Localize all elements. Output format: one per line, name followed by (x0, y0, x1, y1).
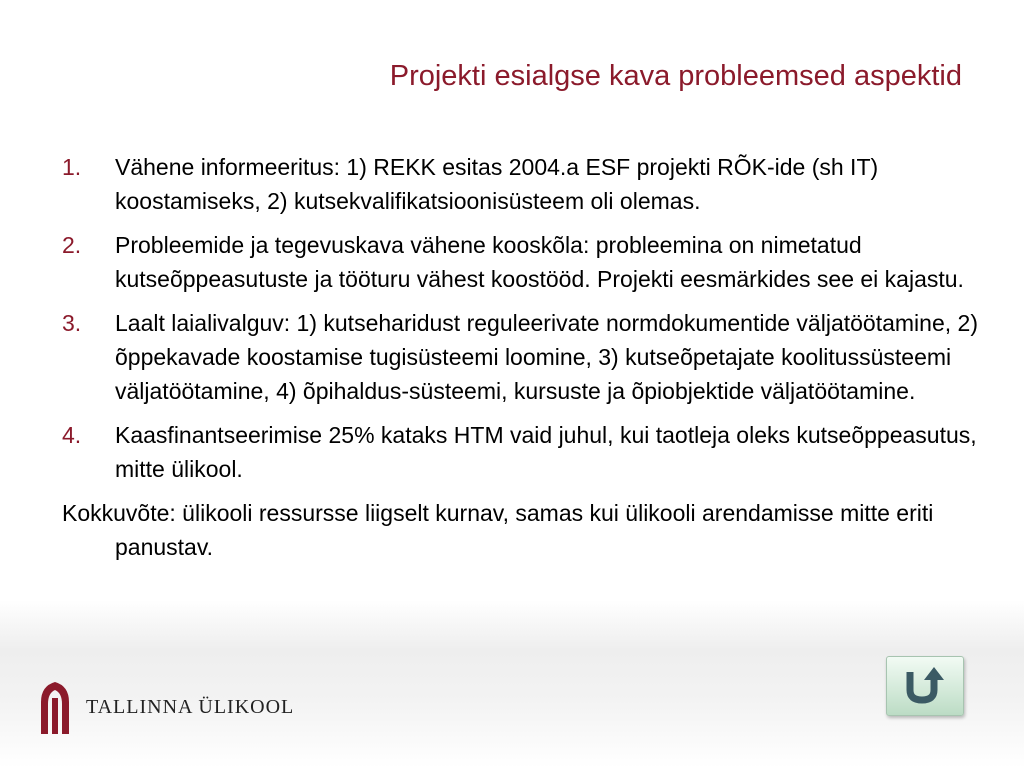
list-item (62, 228, 992, 296)
university-name: TALLINNA ÜLIKOOL (86, 695, 295, 718)
list-item-text: Kaasfinantseerimise 25% kataks HTM vaid juhul, kui taotleja oleks kutseõppeasutus, mitte ülikool. (115, 422, 977, 482)
list-item (62, 418, 992, 486)
list-item-text: Laalt laialivalguv: 1) kutseharidust reguleerivate normdokumentide väljatöötamine, 2) õppekavade koostamise tugisüsteemi loomine, 3) kutseõpetajate koolitussüsteemi väljatöötamine, 4) õpihaldus-süsteemi, kursuste ja õpiobjektide väljatöötamine. (115, 310, 978, 404)
list-item-number: 2. (62, 232, 82, 258)
list-item (62, 150, 992, 218)
list-item-text: Vähene informeeritus: 1) REKK esitas 2004.a ESF projekti RÕK-ide (sh IT) koostamiseks, 2) kutsekvalifikatsioonisüsteem oli olemas. (115, 154, 879, 214)
list-item-number: 4. (62, 422, 82, 448)
list-item-text: Probleemide ja tegevuskava vähene kooskõla: probleemina on nimetatud kutseõppeasutuste ja tööturu vähest koostööd. Projekti eesmärkides see ei kajastu. (115, 232, 964, 292)
university-arch-icon (38, 680, 72, 734)
university-logo (38, 680, 294, 734)
return-button[interactable] (886, 656, 964, 716)
list-item (62, 306, 992, 408)
list-item-number: 3. (62, 310, 82, 336)
slide-title: Projekti esialgse kava probleemsed aspektid (389, 60, 962, 92)
return-arrow-icon (902, 664, 948, 709)
numbered-list (62, 150, 992, 486)
slide-content (62, 150, 992, 564)
summary-text: Kokkuvõte: ülikooli ressursse liigselt kurnav, samas kui ülikooli arendamisse mitte eriti panustav. (62, 500, 934, 560)
list-item-number: 1. (62, 154, 82, 180)
